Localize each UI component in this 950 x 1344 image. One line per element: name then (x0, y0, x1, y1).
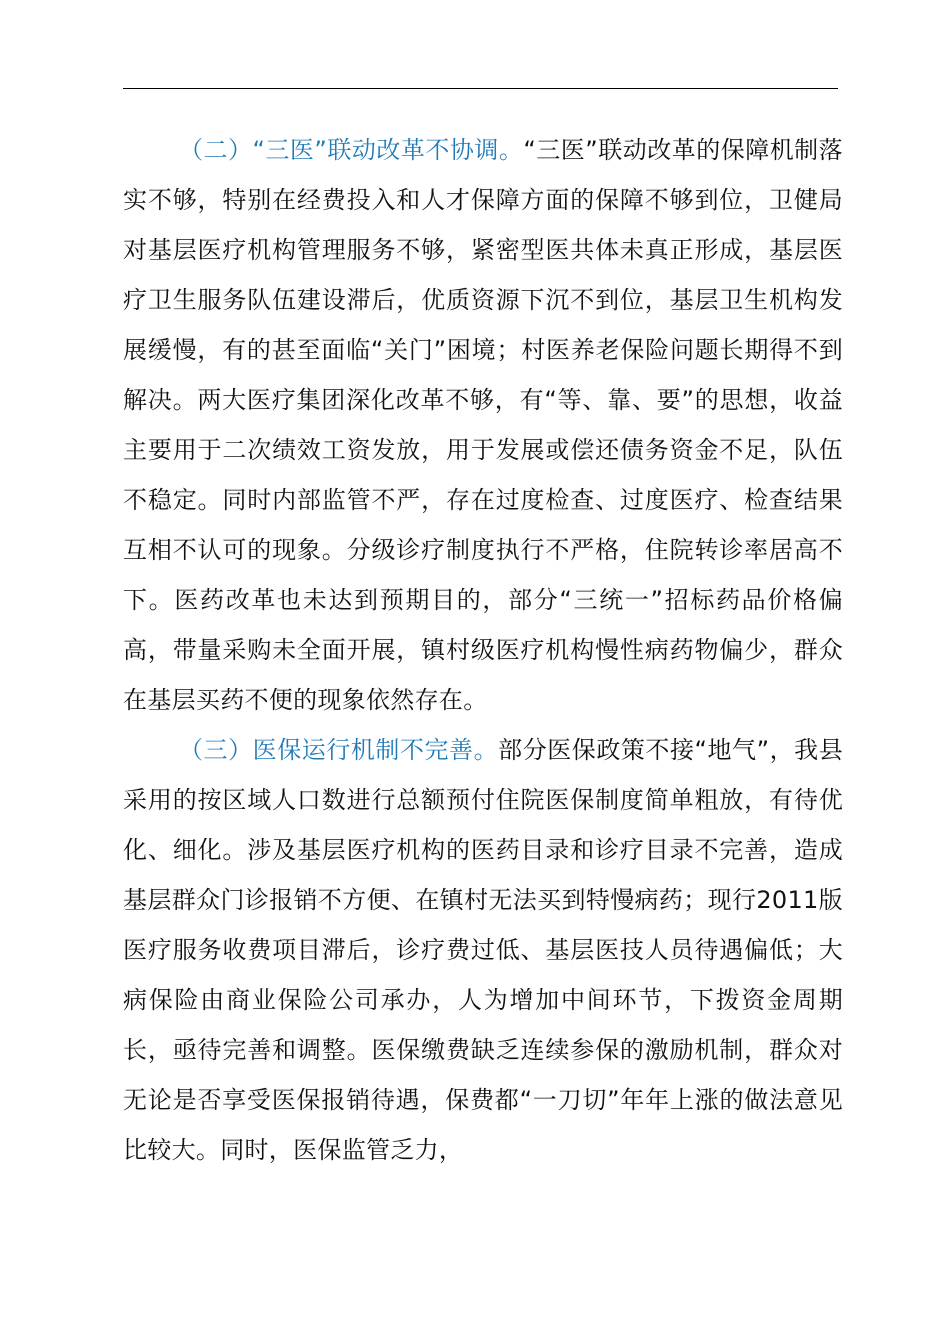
paragraph-body-3: 部分医保政策不接“地气”，我县采用的按区域人口数进行总额预付住院医保制度简单粗放，有待优化、细化。涉及基层医疗机构的医药目录和诊疗目录不完善，造成基层群众门诊报销不方便、在镇村无法买到特慢病药；现行2011版医疗服务收费项目滞后，诊疗费过低、基层医技人员待遇偏低；大病保险由商业保险公司承办，人为增加中间环节，下拨资金周期长，亟待完善和调整。医保缴费缺乏连续参保的激励机制，群众对无论是否享受医保报销待遇，保费都“一刀切”年年上涨的做法意见比较大。同时，医保监管乏力， (123, 736, 843, 1164)
section-heading-3: （三）医保运行机制不完善。 (179, 736, 499, 764)
section-heading-2: （二）“三医”联动改革不协调。 (179, 136, 524, 164)
paragraph-body-2: “三医”联动改革的保障机制落实不够，特别在经费投入和人才保障方面的保障不够到位，卫健局对基层医疗机构管理服务不够，紧密型医共体未真正形成，基层医疗卫生服务队伍建设滞后，优质资源下沉不到位，基层卫生机构发展缓慢，有的甚至面临“关门”困境；村医养老保险问题长期得不到解决。两大医疗集团深化改革不够，有“等、靠、要”的思想，收益主要用于二次绩效工资发放，用于发展或偿还债务资金不足，队伍不稳定。同时内部监管不严，存在过度检查、过度医疗、检查结果互相不认可的现象。分级诊疗制度执行不严格，住院转诊率居高不下。医药改革也未达到预期目的，部分“三统一”招标药品价格偏高，带量采购未全面开展，镇村级医疗机构慢性病药物偏少，群众在基层买药不便的现象依然存在。 (123, 136, 843, 714)
paragraph-medical-insurance (123, 725, 843, 1175)
document-body (123, 125, 843, 1175)
header-rule (123, 88, 838, 89)
paragraph-sanyi-reform (123, 125, 843, 725)
